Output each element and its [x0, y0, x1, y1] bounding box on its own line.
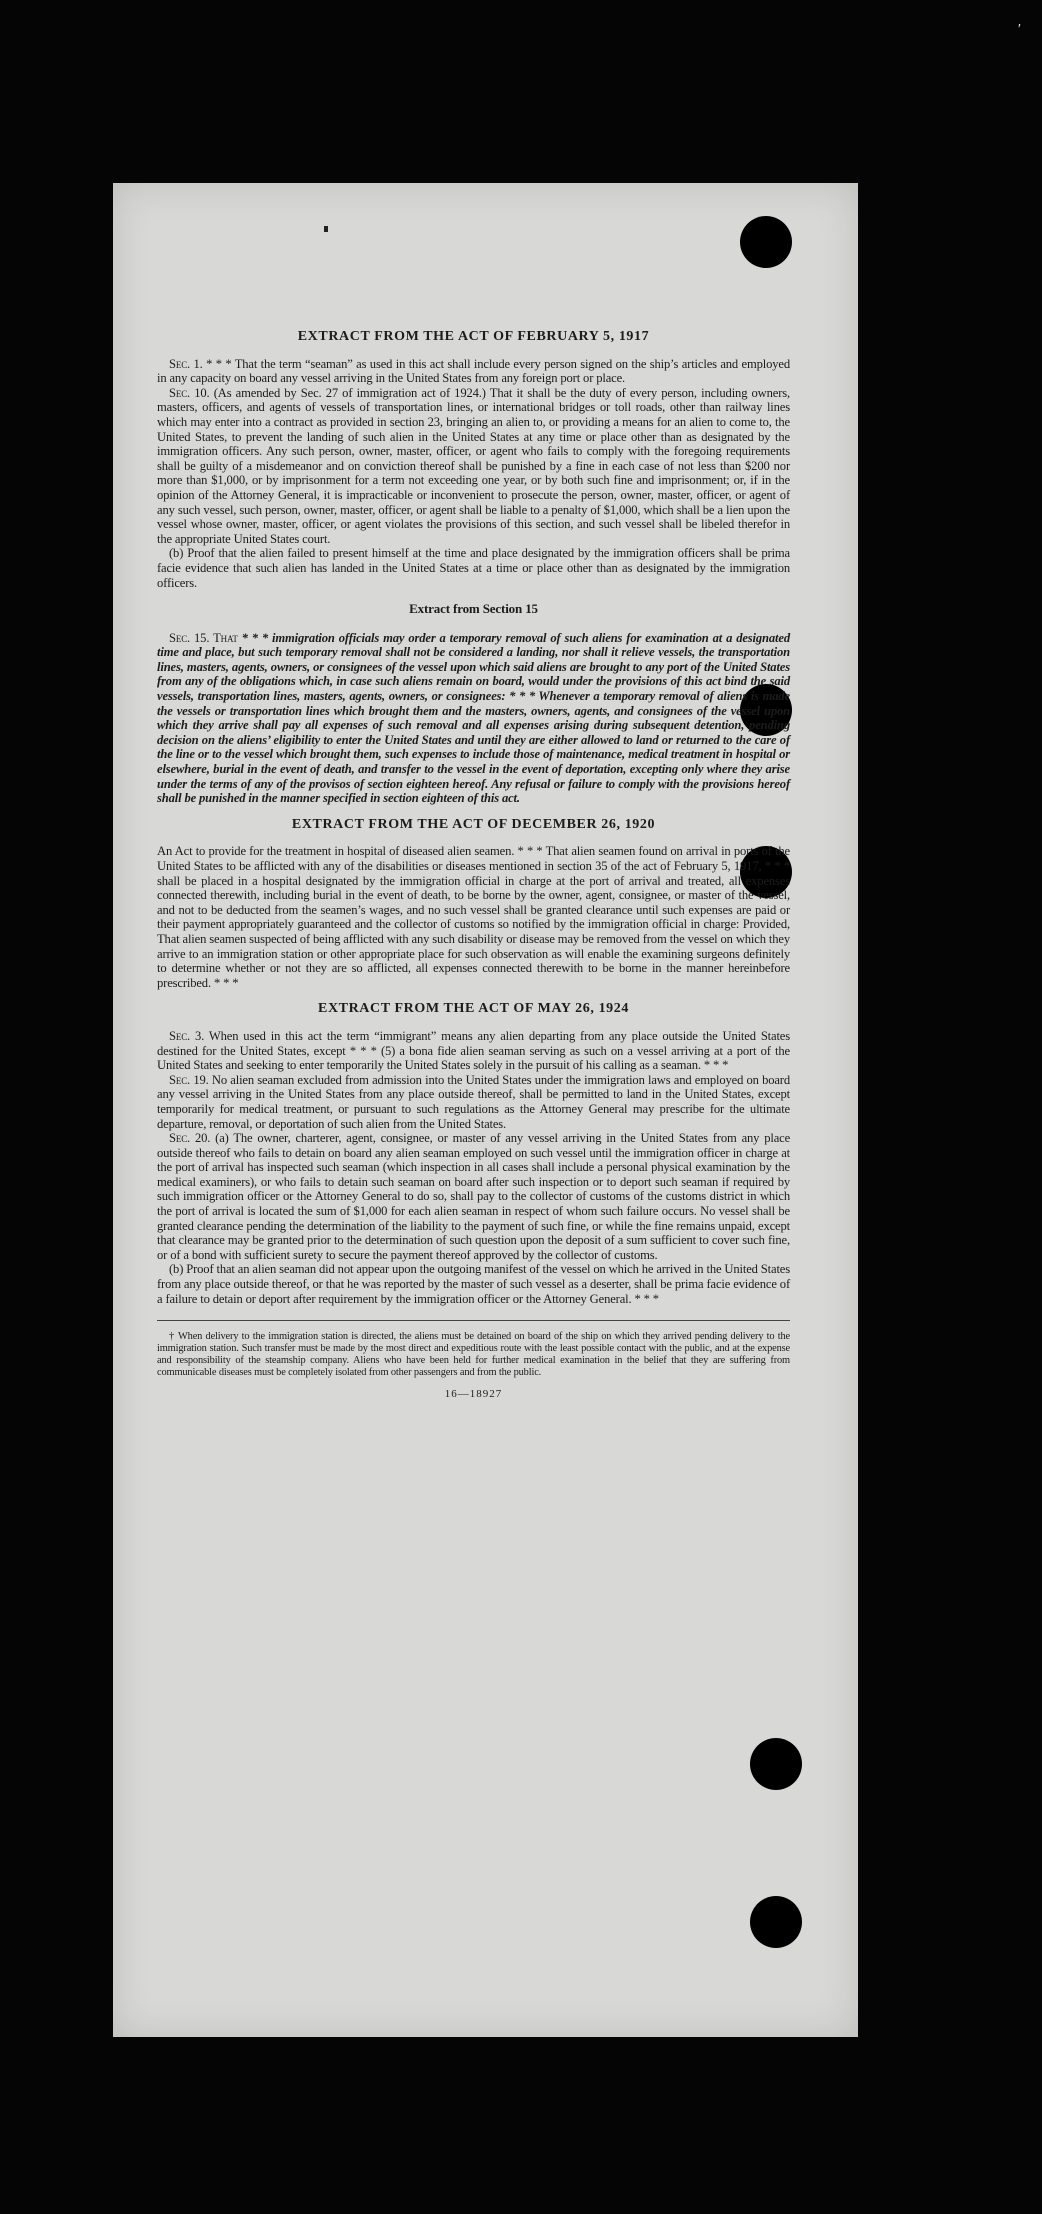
punch-hole	[740, 216, 792, 268]
footnote: † When delivery to the immigration station is directed, the aliens must be detained on board of the ship on which they arrived pending delivery to the immigration station. Such transfer must be made by the most direct and expeditious route with the least possible contact with the public, and at the expense and responsibility of the steamship company. Aliens who have been held for further medical examination in the belief that they are suffering from communicable diseases must be completely isolated from other passengers and from the public.	[157, 1331, 790, 1379]
scan-mark	[324, 226, 328, 232]
section-text: (a) The owner, charterer, agent, consignee, or master of any vessel arriving in the United States from any place outside thereof who fails to detain on board any alien seaman employed on such vessel until the immigration officer in charge at the port of arrival has inspected such seaman (which inspection in all cases shall include a personal physical examination by the medical examiners), or who fails to detain such seaman on board after such inspection or to deport such seaman if required by such immigration officer or the Attorney General to do so, shall pay to the collector of customs of the customs district in which the port of arrival is located the sum of $1,000 for each alien seaman in respect of whom such failure occurs. No vessel shall be granted clearance pending the determination of the liability to the payment of such fine, or while the fine remains unpaid, except that clearance may be granted prior to the determination of such question upon the deposit of a sum sufficient to cover such fine, or of a bond with sufficient surety to secure the payment thereof approved by the collector of customs.	[157, 1131, 791, 1262]
section-label: Sec. 15. That	[169, 630, 238, 645]
heading-act-1920: EXTRACT FROM THE ACT OF DECEMBER 26, 1920	[291, 816, 656, 832]
punch-hole	[750, 1738, 802, 1790]
section-19	[157, 1073, 790, 1131]
section-20b: (b) Proof that an alien seaman did not appear upon the outgoing manifest of the vessel on which he arrived in the United States from any place outside thereof, or that he was reported by the master of such vessel as a deserter, shall be prima facie evidence of a failure to detain or deport after requirement by the immigration officer or the Attorney General. * * *	[157, 1262, 790, 1306]
act-1920-text: An Act to provide for the treatment in hospital of diseased alien seamen. * * * That alien seamen found on arrival in ports of the United States to be afflicted with any of the disabilities or diseases mentioned in section 35 of the act of February 5, 1917, * * * shall be placed in a hospital designated by the immigration official in charge at the port of arrival and treated, all expenses connected therewith, including burial in the event of death, to be borne by the owner, agent, consignee, or master of the vessel, and not to be deducted from the seamen’s wages, and no such vessel shall be granted clearance until such expenses are paid or their payment appropriately guaranteed and the collector of customs so notified by the immigration official in charge: Provided, That alien seamen suspected of being afflicted with any such disability or disease may be removed from the vessel on which they arrive to an immigration station or other appropriate place for such observation as will enable the examining surgeons definitely to determine whether or not they are so afflicted, all expenses connected therewith to be borne in the manner hereinbefore prescribed. * * *	[157, 844, 790, 990]
heading-act-1924: EXTRACT FROM THE ACT OF MAY 26, 1924	[318, 1001, 629, 1017]
heading-act-1917: EXTRACT FROM THE ACT OF FEBRUARY 5, 1917	[297, 329, 650, 344]
section-text: * * * immigration officials may order a temporary removal of such aliens for examination at a designated time and place, but such temporary removal shall not be considered a landing, nor shall it relieve vessels, the transportation lines, masters, agents, owners, or consignees of the vessel upon which said aliens are brought to any port of the United States from any of the obligations which, in case such aliens remain on board, would under the provisions of this act bind the said vessels, transportation lines, masters, agents, owners, or consignees: * * * Whenever a temporary removal of aliens is made the vessels or transportation lines which brought them and the masters, owners, agents, and consignees of the vessel upon which they arrive shall pay all expenses of such removal and all expenses arising during subsequent detention, pending decision on the aliens’ eligibility to enter the United States and until they are either allowed to land or returned to the care of the line or to the vessel which brought them, such expenses to include those of maintenance, medical treatment in hospital or elsewhere, burial in the event of death, and transfer to the vessel in the event of deportation, excepting only where they arise under the terms of any of the provisos of section eighteen hereof. Any refusal or failure to comply with the provisions hereof shall be punished in the manner specified in section eighteen of this act.	[157, 630, 790, 806]
section-10	[157, 386, 790, 547]
section-label: Sec. 3.	[169, 1028, 205, 1043]
section-1	[157, 357, 790, 386]
heading-section-15: Extract from Section 15	[409, 601, 538, 617]
section-text: No alien seaman excluded from admission into the United States under the immigration laws and employed on board any vessel arriving in the United States from any place outside thereof, shall be permitted to land in the United States, except temporarily for medical treatment, or pursuant to such regulations as the Attorney General may prescribe for the ultimate departure, removal, or deportation of such alien from the United States.	[157, 1072, 791, 1131]
section-text: * * * That the term “seaman” as used in this act shall include every person signed on the ship’s articles and employed in any capacity on board any vessel arriving in the United States from any foreign port or place.	[157, 356, 790, 386]
section-15	[157, 631, 790, 806]
section-10b: (b) Proof that the alien failed to present himself at the time and place designated by the immigration officers shall be prima facie evidence that such alien has landed in the United States at a time or place other than as designated by the immigration officers.	[157, 546, 790, 590]
section-20	[157, 1131, 790, 1262]
section-3	[157, 1029, 790, 1073]
form-code: 16—18927	[444, 1388, 503, 1401]
document-body	[157, 330, 790, 1402]
section-label: Sec. 20.	[169, 1131, 211, 1146]
corner-mark: ′	[1018, 22, 1022, 37]
divider	[157, 1320, 790, 1321]
section-text: (As amended by Sec. 27 of immigration act of 1924.) That it shall be the duty of every person, including owners, masters, officers, and agents of vessels of transportation lines, or international bridges or toll roads, other than railway lines which may enter into a contract as provided in section 23, bringing an alien to, or providing a means for an alien to come to, the United States, to prevent the landing of such alien in the United States at any time or place other than as designated by the immigration officers. Any such person, owner, master, officer, or agent who fails to comply with the foregoing requirements shall be guilty of a misdemeanor and on conviction thereof shall be punished by a fine in each case of not less than $200 nor more than $1,000, or by imprisonment for a term not exceeding one year, or by both such fine and imprisonment; or, if in the opinion of the Attorney General, it is impracticable or inconvenient to prosecute the person, owner, master, officer, or agent of any such vessel, such person, owner, master, officer, or agent shall be liable to a penalty of $1,000, which shall be a lien upon the vessel whose owner, master, officer, or agent violates the provisions of this section, and such vessel shall be libeled therefor in the appropriate United States court.	[157, 385, 791, 546]
section-text: When used in this act the term “immigrant” means any alien departing from any place outside the United States destined for the United States, except * * * (5) a bona fide alien seaman serving as such on a vessel arriving at a port of the United States and seeking to enter temporarily the United States solely in the pursuit of his calling as a seaman. * * *	[157, 1028, 791, 1073]
punch-hole	[750, 1896, 802, 1948]
section-label: Sec. 1.	[169, 356, 203, 371]
section-label: Sec. 19.	[169, 1072, 209, 1087]
section-label: Sec. 10.	[169, 385, 210, 400]
